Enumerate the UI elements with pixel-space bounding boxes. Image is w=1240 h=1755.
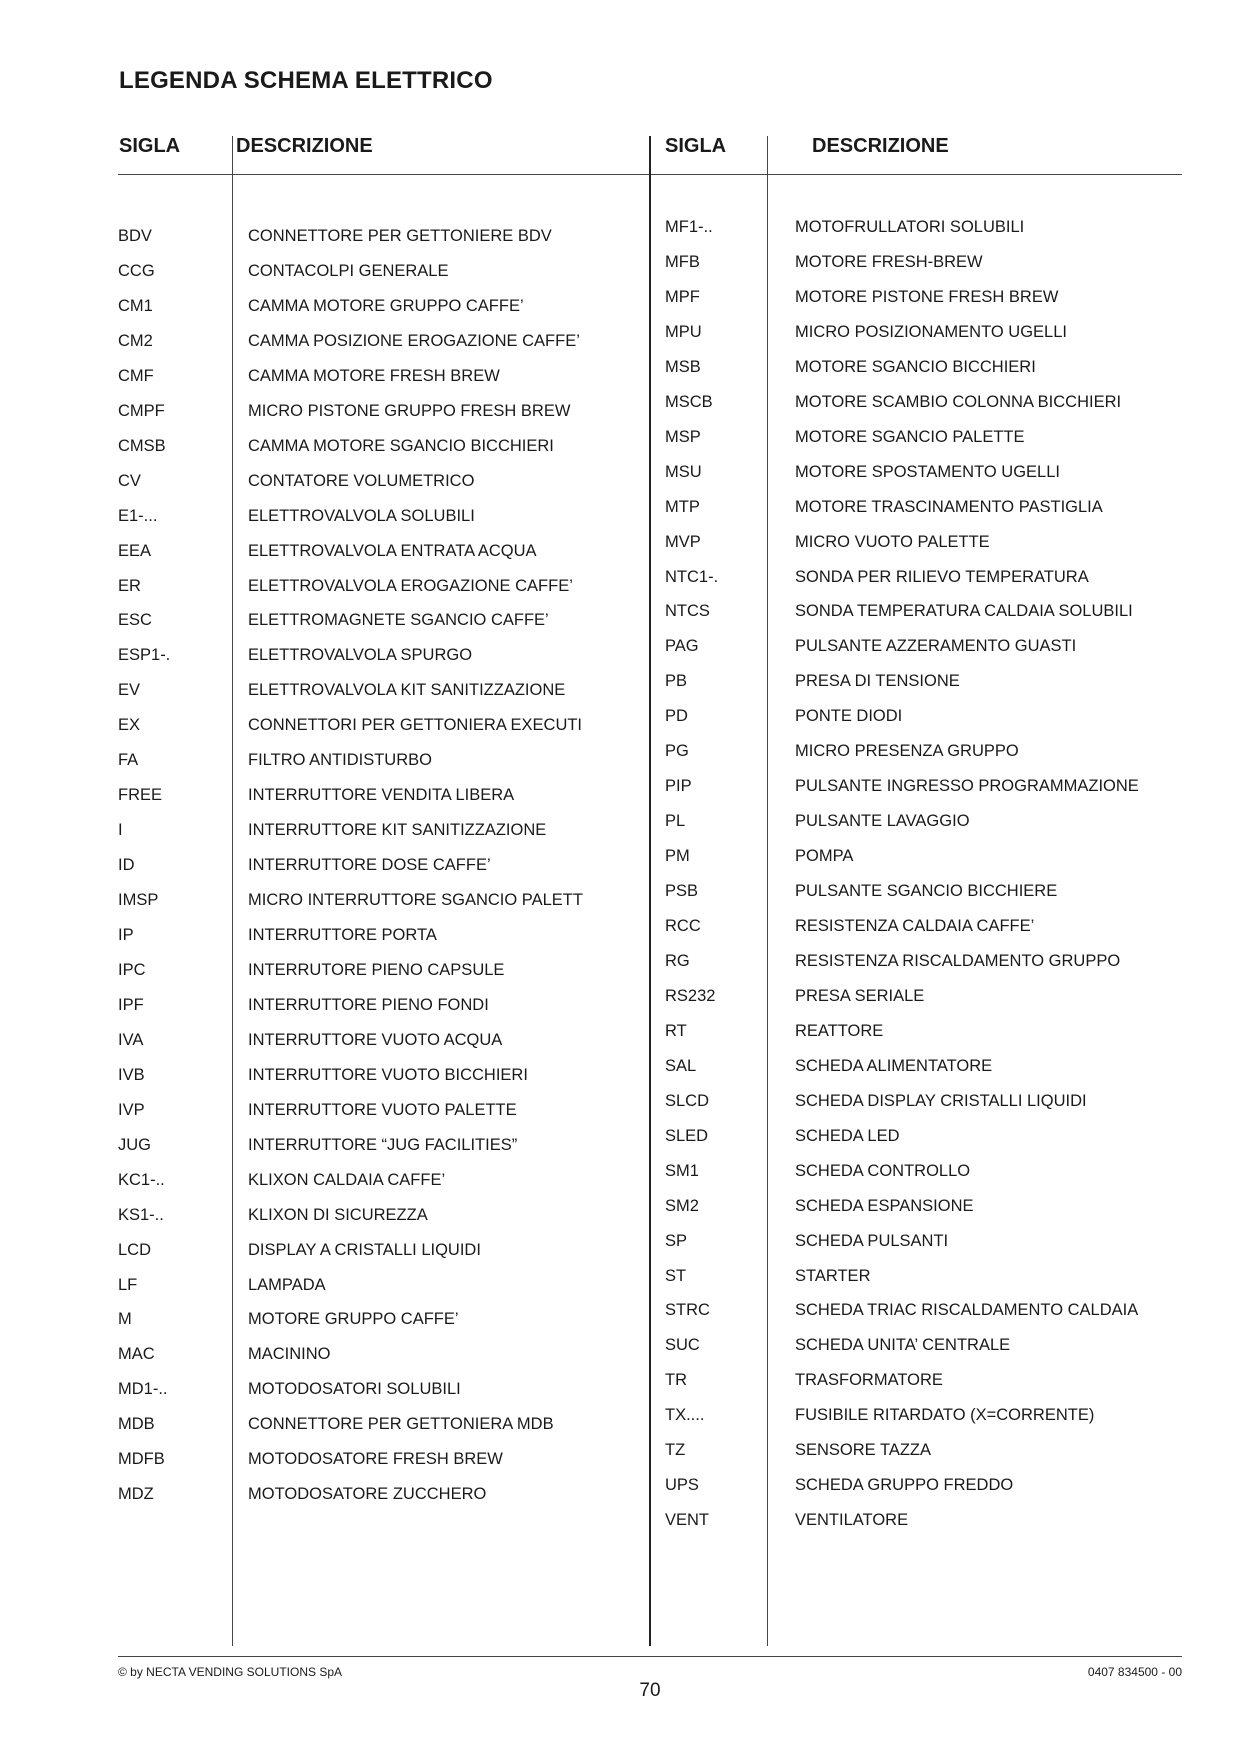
- legend-description: PRESA DI TENSIONE: [795, 672, 960, 691]
- legend-description: PONTE DIODI: [795, 707, 903, 726]
- legend-description: MOTORE FRESH-BREW: [795, 252, 983, 271]
- legend-code: PL: [665, 812, 686, 831]
- legend-description: SCHEDA UNITA’ CENTRALE: [795, 1336, 1011, 1355]
- legend-description: FILTRO ANTIDISTURBO: [248, 751, 432, 770]
- legend-code: PG: [665, 742, 689, 761]
- legend-code: EEA: [118, 541, 152, 560]
- legend-description: ELETTROVALVOLA KIT SANITIZZAZIONE: [248, 681, 566, 700]
- legend-description: CAMMA MOTORE GRUPPO CAFFE’: [248, 296, 524, 315]
- footer-doc-code: 0407 834500 - 00: [1087, 1665, 1182, 1679]
- legend-description: MACININO: [248, 1345, 331, 1364]
- legend-description: INTERRUTTORE PIENO FONDI: [248, 995, 489, 1014]
- legend-code: MDFB: [118, 1450, 165, 1469]
- legend-code: UPS: [665, 1476, 699, 1495]
- legend-description: INTERRUTTORE VUOTO BICCHIERI: [248, 1065, 528, 1084]
- legend-description: INTERRUTTORE KIT SANITIZZAZIONE: [248, 821, 547, 840]
- legend-code: EV: [118, 681, 141, 700]
- legend-code: LCD: [118, 1240, 152, 1259]
- legend-code: IPC: [118, 960, 146, 979]
- legend-description: ELETTROVALVOLA SPURGO: [248, 646, 473, 665]
- legend-description: SCHEDA CONTROLLO: [795, 1161, 971, 1180]
- legend-description: CONNETTORE PER GETTONIERA MDB: [248, 1415, 554, 1434]
- legend-code: IP: [118, 926, 134, 944]
- legend-code: PAG: [665, 637, 699, 656]
- legend-description: INTERRUTTORE VENDITA LIBERA: [248, 786, 515, 805]
- legend-description: CONNETTORI PER GETTONIERA EXECUTI: [248, 716, 583, 735]
- legend-description: MICRO VUOTO PALETTE: [795, 532, 990, 551]
- page-title: LEGENDA SCHEMA ELETTRICO: [119, 67, 493, 94]
- legend-description: CONNETTORE PER GETTONIERE BDV: [248, 227, 552, 245]
- legend-description: SONDA TEMPERATURA CALDAIA SOLUBILI: [795, 602, 1133, 621]
- legend-description: STARTER: [795, 1266, 871, 1285]
- legend-description: INTERRUTTORE “JUG FACILITIES”: [248, 1135, 518, 1154]
- legend-code: ER: [118, 576, 141, 595]
- legend-code: MTP: [665, 497, 700, 516]
- header-sigla-right: SIGLA: [665, 135, 727, 157]
- column-divider-center: [649, 136, 651, 1646]
- legend-code: MF1-..: [665, 218, 713, 236]
- legend-description: PRESA SERIALE: [795, 986, 925, 1005]
- legend-description: INTERRUTTORE VUOTO PALETTE: [248, 1100, 517, 1119]
- column-divider-right: [767, 136, 768, 1646]
- legend-code: CCG: [118, 261, 155, 280]
- legend-description: SCHEDA PULSANTI: [795, 1231, 949, 1250]
- legend-description: SENSORE TAZZA: [795, 1441, 931, 1460]
- legend-code: PIP: [665, 777, 692, 796]
- legend-code: SUC: [665, 1336, 700, 1355]
- legend-description: KLIXON DI SICUREZZA: [248, 1205, 428, 1224]
- legend-description: ELETTROMAGNETE SGANCIO CAFFE’: [248, 611, 549, 630]
- legend-code: PD: [665, 707, 688, 726]
- legend-code: FREE: [118, 786, 163, 805]
- legend-code: PSB: [665, 882, 699, 901]
- legend-code: JUG: [118, 1135, 151, 1154]
- legend-code: SLCD: [665, 1091, 710, 1110]
- legend-description: SONDA PER RILIEVO TEMPERATURA: [795, 567, 1089, 586]
- legend-description: PULSANTE LAVAGGIO: [795, 812, 970, 831]
- legend-code: BDV: [118, 227, 152, 245]
- legend-description: ELETTROVALVOLA EROGAZIONE CAFFE’: [248, 576, 573, 595]
- footer-copyright: © by NECTA VENDING SOLUTIONS SpA: [118, 1665, 343, 1679]
- legend-code: RCC: [665, 917, 701, 935]
- legend-code: LF: [118, 1275, 138, 1294]
- legend-code: MVP: [665, 532, 701, 551]
- legend-description: MOTODOSATORI SOLUBILI: [248, 1380, 461, 1399]
- legend-code: MDB: [118, 1415, 155, 1434]
- legend-code: MAC: [118, 1345, 155, 1364]
- legend-description: REATTORE: [795, 1021, 884, 1040]
- legend-code: M: [118, 1310, 132, 1329]
- legend-code: ID: [118, 856, 135, 875]
- legend-code: MFB: [665, 252, 700, 271]
- header-descrizione-right: DESCRIZIONE: [812, 135, 949, 157]
- legend-code: EX: [118, 716, 141, 735]
- legend-description: SCHEDA ALIMENTATORE: [795, 1056, 993, 1075]
- legend-description: MICRO PISTONE GRUPPO FRESH BREW: [248, 401, 571, 420]
- legend-description: SCHEDA LED: [795, 1126, 900, 1145]
- legend-code: ESC: [118, 611, 152, 630]
- legend-code: IPF: [118, 995, 144, 1014]
- legend-description: CAMMA MOTORE FRESH BREW: [248, 366, 500, 385]
- legend-code: ST: [665, 1266, 687, 1285]
- legend-description: PULSANTE AZZERAMENTO GUASTI: [795, 637, 1077, 656]
- legend-description: CONTACOLPI GENERALE: [248, 261, 449, 280]
- legend-description: PULSANTE SGANCIO BICCHIERE: [795, 882, 1058, 901]
- legend-description: FUSIBILE RITARDATO (X=CORRENTE): [795, 1406, 1095, 1425]
- legend-code: STRC: [665, 1301, 710, 1320]
- legend-description: VENTILATORE: [795, 1511, 909, 1530]
- legend-code: RG: [665, 951, 690, 970]
- legend-code: IMSP: [118, 891, 159, 910]
- legend-code: TR: [665, 1371, 687, 1390]
- legend-description: MOTORE TRASCINAMENTO PASTIGLIA: [795, 497, 1103, 516]
- legend-code: CMF: [118, 366, 154, 385]
- legend-description: MOTODOSATORE FRESH BREW: [248, 1450, 503, 1469]
- legend-code: TX....: [665, 1406, 705, 1425]
- legend-description: POMPA: [795, 847, 854, 866]
- legend-code: TZ: [665, 1441, 686, 1460]
- legend-code: KS1-..: [118, 1205, 164, 1224]
- legend-code: MD1-..: [118, 1380, 168, 1399]
- legend-description: PULSANTE INGRESSO PROGRAMMAZIONE: [795, 777, 1139, 796]
- legend-code: MSP: [665, 427, 701, 446]
- legend-description: INTERRUTORE PIENO CAPSULE: [248, 960, 505, 979]
- legend-description: CAMMA MOTORE SGANCIO BICCHIERI: [248, 436, 554, 455]
- legend-description: ELETTROVALVOLA ENTRATA ACQUA: [248, 541, 537, 560]
- legend-code: CM1: [118, 296, 153, 315]
- legend-description: DISPLAY A CRISTALLI LIQUIDI: [248, 1240, 481, 1259]
- legend-code: MDZ: [118, 1485, 154, 1504]
- legend-code: VENT: [665, 1511, 710, 1530]
- legend-description: TRASFORMATORE: [795, 1371, 943, 1390]
- header-sigla-left: SIGLA: [119, 135, 181, 157]
- legend-code: PB: [665, 672, 688, 691]
- legend-code: ESP1-.: [118, 646, 171, 665]
- legend-code: CM2: [118, 331, 153, 350]
- legend-description: SCHEDA GRUPPO FREDDO: [795, 1476, 1014, 1495]
- legend-description: CAMMA POSIZIONE EROGAZIONE CAFFE’: [248, 331, 580, 350]
- legend-description: INTERRUTTORE PORTA: [248, 926, 437, 944]
- legend-description: MOTORE SCAMBIO COLONNA BICCHIERI: [795, 392, 1122, 411]
- legend-description: MOTOFRULLATORI SOLUBILI: [795, 218, 1025, 236]
- legend-description: MICRO POSIZIONAMENTO UGELLI: [795, 322, 1067, 341]
- legend-description: RESISTENZA RISCALDAMENTO GRUPPO: [795, 951, 1121, 970]
- legend-code: CV: [118, 471, 141, 490]
- legend-code: SP: [665, 1231, 688, 1250]
- legend-code: MSCB: [665, 392, 713, 411]
- legend-code: CMPF: [118, 401, 165, 420]
- legend-description: MOTORE SPOSTAMENTO UGELLI: [795, 462, 1060, 481]
- legend-description: MOTORE SGANCIO PALETTE: [795, 427, 1025, 446]
- legend-description: MOTODOSATORE ZUCCHERO: [248, 1485, 487, 1504]
- legend-code: FA: [118, 751, 139, 770]
- legend-description: KLIXON CALDAIA CAFFE’: [248, 1170, 446, 1189]
- legend-code: IVB: [118, 1065, 145, 1084]
- legend-code: MSB: [665, 357, 701, 376]
- legend-description: MOTORE PISTONE FRESH BREW: [795, 287, 1059, 306]
- legend-code: MSU: [665, 462, 702, 481]
- legend-description: LAMPADA: [248, 1275, 326, 1294]
- legend-description: SCHEDA DISPLAY CRISTALLI LIQUIDI: [795, 1091, 1087, 1110]
- column-divider-left: [232, 136, 233, 1646]
- legend-code: IVA: [118, 1030, 144, 1049]
- legend-code: NTC1-.: [665, 567, 719, 586]
- legend-code: CMSB: [118, 436, 166, 455]
- header-descrizione-left: DESCRIZIONE: [236, 135, 373, 157]
- legend-code: KC1-..: [118, 1170, 165, 1189]
- legend-code: MPF: [665, 287, 700, 306]
- legend-code: RS232: [665, 986, 716, 1005]
- legend-code: NTCS: [665, 602, 710, 621]
- legend-description: ELETTROVALVOLA SOLUBILI: [248, 506, 475, 525]
- legend-description: MICRO INTERRUTTORE SGANCIO PALETT: [248, 891, 583, 910]
- legend-description: SCHEDA ESPANSIONE: [795, 1196, 974, 1215]
- footer-divider: [118, 1656, 1182, 1657]
- legend-description: SCHEDA TRIAC RISCALDAMENTO CALDAIA: [795, 1301, 1139, 1320]
- page-number: 70: [639, 1680, 661, 1701]
- legend-description: MICRO PRESENZA GRUPPO: [795, 742, 1019, 761]
- legend-description: MOTORE GRUPPO CAFFE’: [248, 1310, 459, 1329]
- legend-code: IVP: [118, 1100, 145, 1119]
- legend-code: SM1: [665, 1161, 699, 1180]
- legend-description: MOTORE SGANCIO BICCHIERI: [795, 357, 1036, 376]
- legend-description: INTERRUTTORE VUOTO ACQUA: [248, 1030, 503, 1049]
- legend-code: SLED: [665, 1126, 709, 1145]
- legend-description: INTERRUTTORE DOSE CAFFE’: [248, 856, 491, 875]
- legend-code: RT: [665, 1021, 687, 1040]
- legend-code: PM: [665, 847, 690, 866]
- legend-code: I: [118, 821, 123, 840]
- legend-code: SM2: [665, 1196, 699, 1215]
- legend-code: MPU: [665, 322, 702, 341]
- legend-description: CONTATORE VOLUMETRICO: [248, 471, 475, 490]
- legend-description: RESISTENZA CALDAIA CAFFE’: [795, 917, 1035, 935]
- legend-code: SAL: [665, 1056, 697, 1075]
- legend-code: E1-...: [118, 506, 158, 525]
